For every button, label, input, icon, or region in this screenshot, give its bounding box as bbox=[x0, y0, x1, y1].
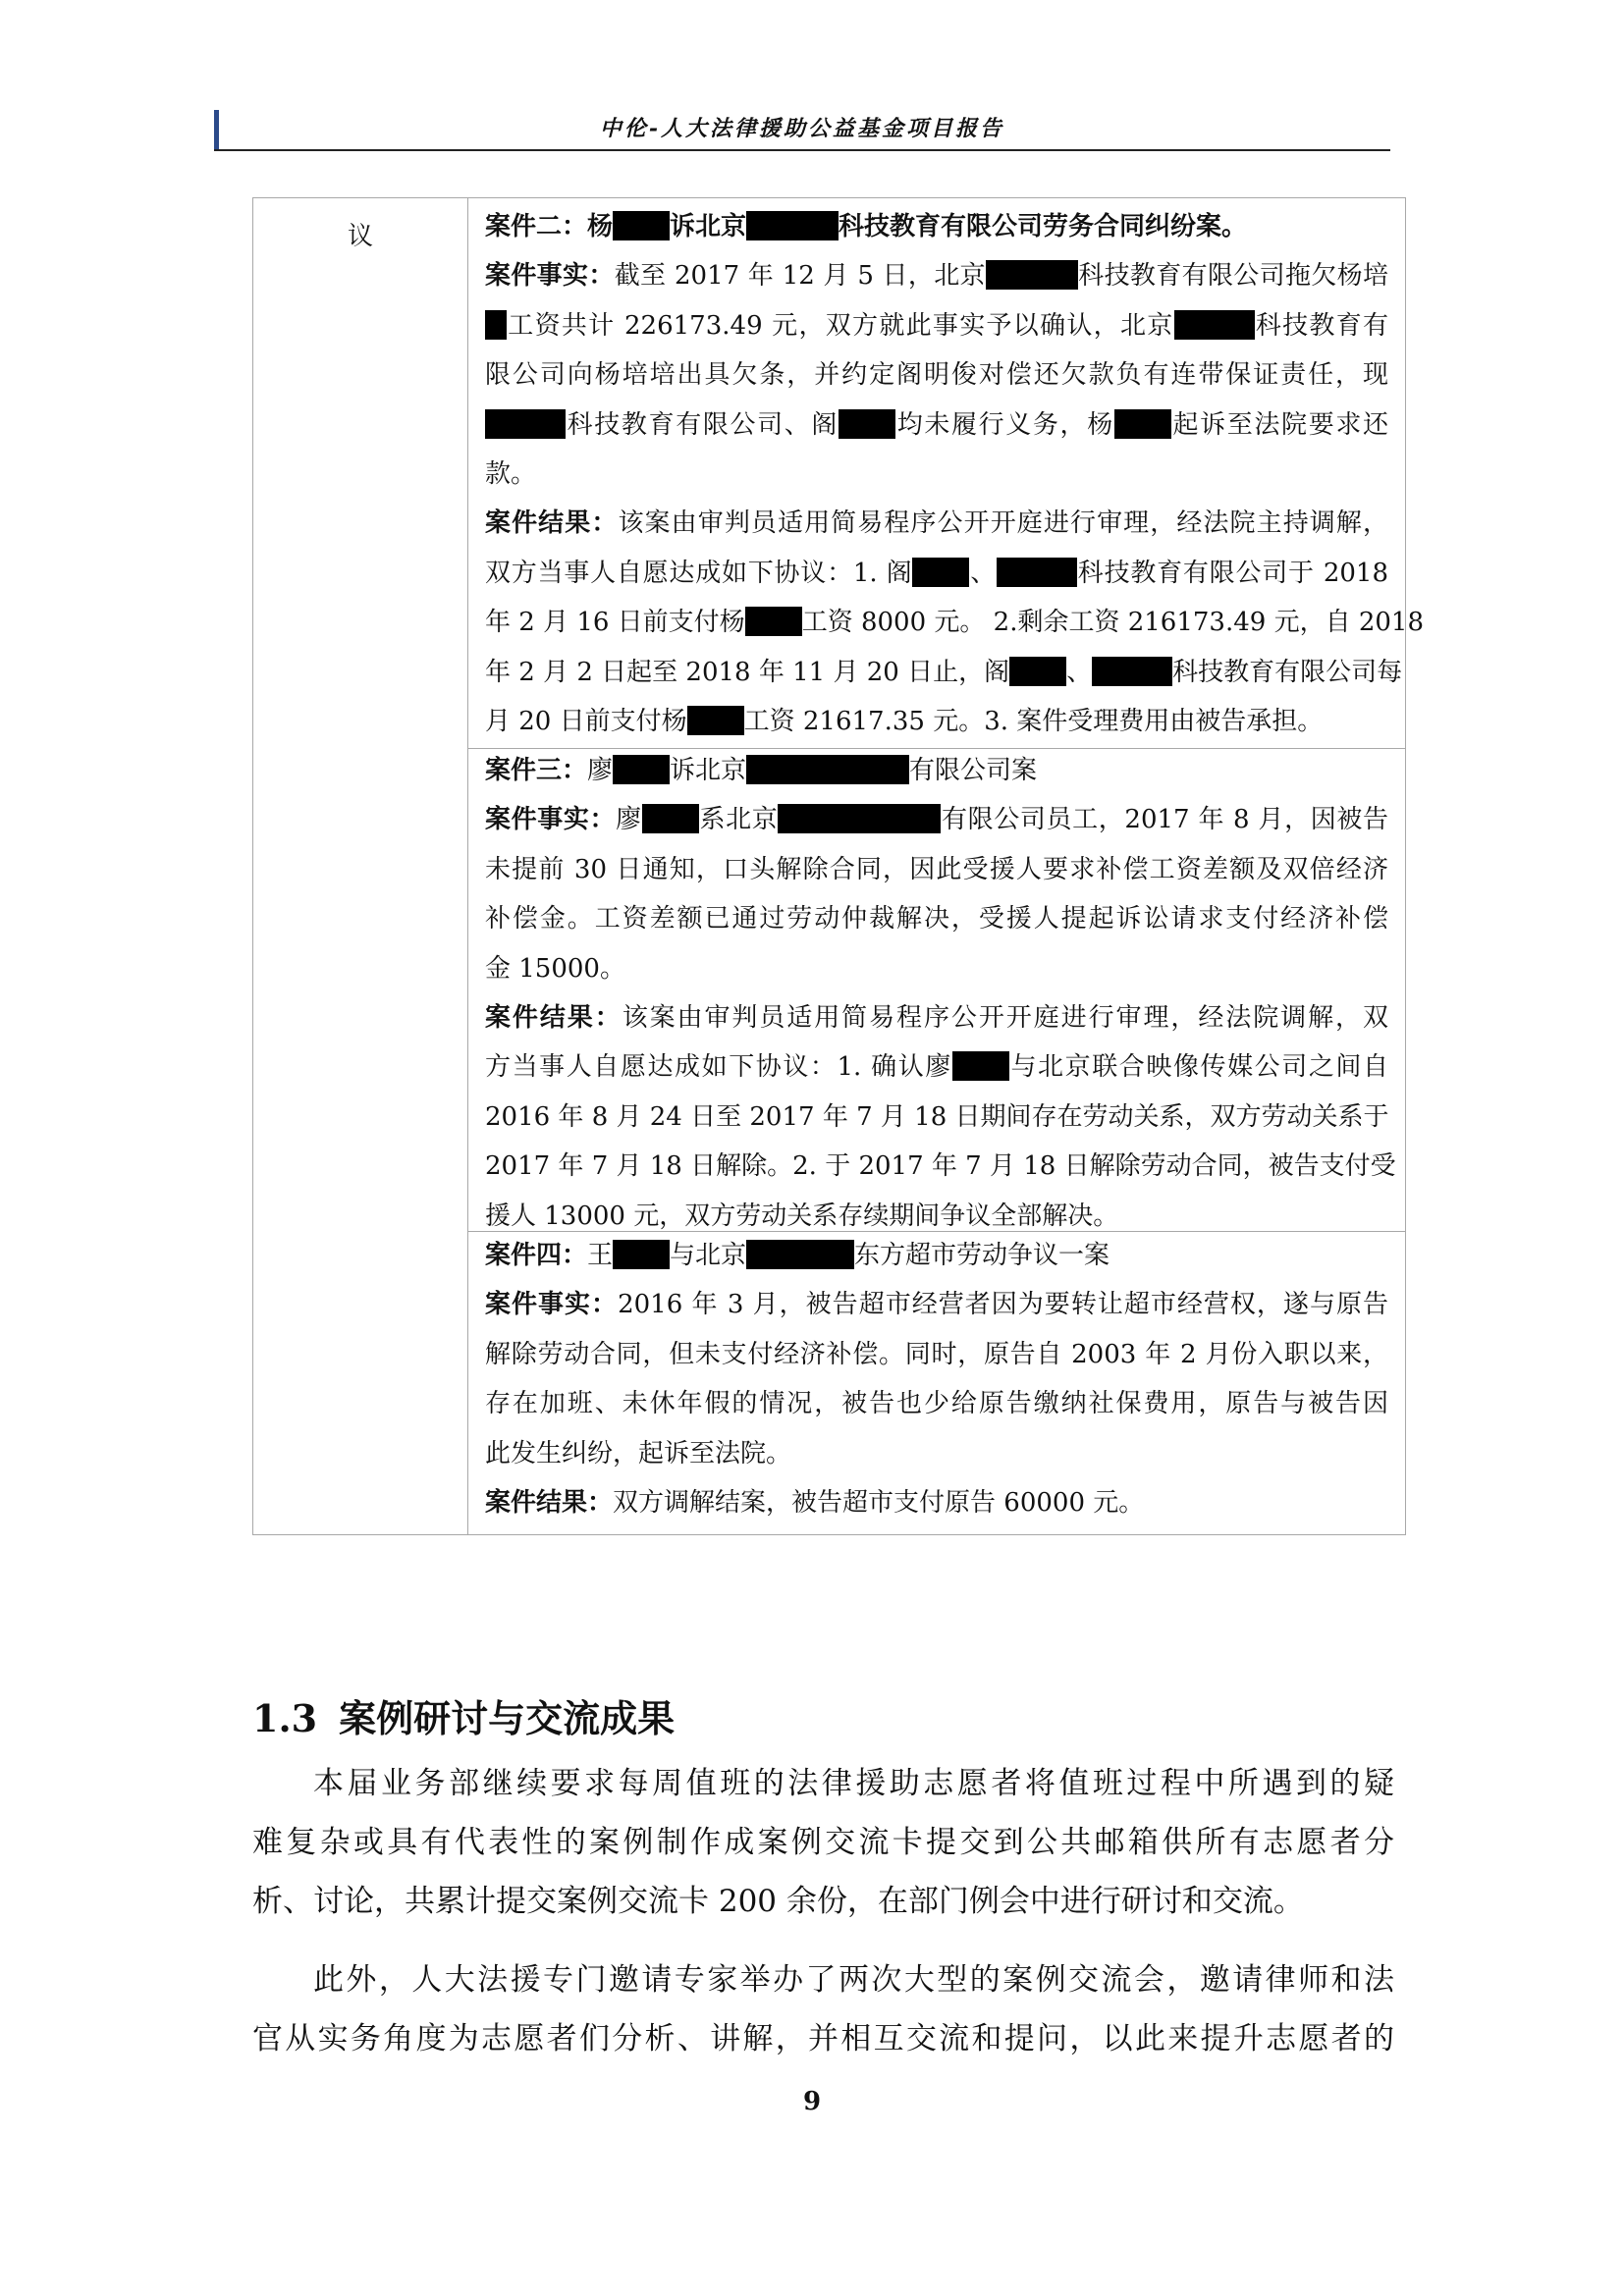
text: 工资共计 226173.49 元，双方就此事实予以确认，北京 bbox=[507, 310, 1174, 341]
text: 解除劳动合同，但未支付经济补偿。同时，原告自 2003 年 2 月份入职以来， bbox=[485, 1339, 1388, 1369]
case-result-line bbox=[485, 1093, 1388, 1142]
redaction-block bbox=[485, 409, 566, 439]
text: 王 bbox=[587, 1241, 614, 1270]
case-result-line bbox=[485, 993, 1388, 1042]
text: 均未履行义务，杨 bbox=[895, 409, 1114, 440]
text: 该案由审判员适用简易程序公开开庭进行审理，经法院主持调解， bbox=[618, 508, 1388, 539]
paragraph-line: 难复杂或具有代表性的案例制作成案例交流卡提交到公共邮箱供所有志愿者分 bbox=[252, 1825, 1394, 1860]
text: 与北京 bbox=[670, 1241, 747, 1270]
paragraph-one bbox=[252, 1754, 1394, 1931]
redaction-block bbox=[952, 1051, 1009, 1081]
redaction-block bbox=[613, 1240, 670, 1269]
redaction-block bbox=[746, 1240, 854, 1269]
redaction-block bbox=[485, 310, 507, 340]
text: 方当事人自愿达成如下协议：1. 确认廖 bbox=[485, 1052, 952, 1083]
text: 科技教育有限公司每 bbox=[1172, 657, 1403, 687]
redaction-block bbox=[839, 409, 895, 439]
header-rule bbox=[214, 149, 1390, 151]
redaction-block bbox=[1092, 657, 1172, 686]
text: 双方当事人自愿达成如下协议：1. 阁 bbox=[485, 558, 913, 588]
header-title: 中伦-人大法律援助公益基金项目报告 bbox=[599, 116, 1005, 141]
redaction-block bbox=[613, 755, 670, 784]
text: 科技教育有限公司、阁 bbox=[566, 409, 839, 440]
redaction-block bbox=[746, 755, 909, 784]
case-facts-line bbox=[485, 944, 1388, 993]
redaction-block bbox=[746, 211, 839, 240]
text: 、 bbox=[969, 558, 998, 588]
redaction-block bbox=[642, 804, 699, 833]
text: 2016 年 8 月 24 日至 2017 年 7 月 18 日期间存在劳动关系，双方劳动关系于 bbox=[485, 1101, 1389, 1132]
text: 科技教育有限公司于 2018 bbox=[1077, 558, 1388, 588]
case-four bbox=[485, 1231, 1388, 1527]
redaction-block bbox=[1009, 657, 1066, 686]
case-two-title bbox=[485, 202, 1388, 251]
text: 工资 21617.35 元。3. 案件受理费用由被告承担。 bbox=[743, 706, 1324, 736]
text: 有限公司员工，2017 年 8 月，因被告 bbox=[941, 805, 1388, 835]
text: 诉北京 bbox=[670, 756, 747, 785]
text: 未提前 30 日通知，口头解除合同，因此受援人要求补偿工资差额及双倍经济 bbox=[485, 854, 1388, 884]
text: 2017 年 7 月 18 日解除。2. 于 2017 年 7 月 18 日解除劳动合同，被告支付受 bbox=[485, 1151, 1396, 1182]
case-result-line bbox=[485, 697, 1388, 746]
case-four-title bbox=[485, 1231, 1388, 1280]
redaction-block bbox=[778, 804, 941, 833]
text: 与北京联合映像传媒公司之间自 bbox=[1008, 1052, 1388, 1083]
result-label: 案件结果： bbox=[485, 508, 619, 539]
case-result-line bbox=[485, 648, 1403, 697]
case-result-line bbox=[485, 1142, 1396, 1191]
case-title-part: 案件二：杨 bbox=[485, 212, 614, 241]
redaction-block bbox=[986, 260, 1078, 290]
text: 金 15000。 bbox=[485, 953, 625, 984]
facts-label: 案件事实： bbox=[485, 805, 617, 835]
text: 此发生纠纷，起诉至法院。 bbox=[485, 1438, 792, 1468]
text: 年 2 月 2 日起至 2018 年 11 月 20 日止，阁 bbox=[485, 657, 1010, 687]
text: 双方调解结案，被告超市支付原告 60000 元。 bbox=[613, 1487, 1145, 1518]
case-result-line bbox=[485, 549, 1388, 598]
redaction-block bbox=[997, 558, 1077, 587]
text: 该案由审判员适用简易程序公开开庭进行审理，经法院调解，双 bbox=[622, 1002, 1388, 1033]
paragraph-line: 官从实务角度为志愿者们分析、讲解，并相互交流和提问，以此来提升志愿者的 bbox=[252, 2021, 1394, 2056]
table-column-divider bbox=[467, 198, 468, 1534]
redaction-block bbox=[1114, 409, 1171, 439]
text: 补偿金。工资差额已通过劳动仲裁解决，受援人提起诉讼请求支付经济补偿 bbox=[485, 904, 1388, 934]
case-facts-line bbox=[485, 1280, 1388, 1329]
text: 、 bbox=[1066, 657, 1093, 687]
case-title-label: 案件四： bbox=[485, 1241, 588, 1270]
text: 存在加班、未休年假的情况，被告也少给原告缴纳社保费用，原告与被告因 bbox=[485, 1389, 1388, 1419]
text: 援人 13000 元，双方劳动关系存续期间争议全部解决。 bbox=[485, 1201, 1119, 1231]
case-facts-line bbox=[485, 845, 1388, 894]
text: 款。 bbox=[485, 458, 537, 489]
page-header bbox=[214, 110, 1390, 151]
facts-label: 案件事实： bbox=[485, 261, 615, 292]
text: 2016 年 3 月，被告超市经营者因为要转让超市经营权，遂与原告 bbox=[618, 1290, 1388, 1320]
text: 科技教育有限公司拖欠杨培 bbox=[1077, 261, 1388, 292]
text: 月 20 日前支付杨 bbox=[485, 706, 687, 736]
case-facts-line bbox=[485, 1379, 1388, 1428]
case-facts-line bbox=[485, 1330, 1388, 1379]
case-result-line bbox=[485, 598, 1425, 647]
case-facts-line bbox=[485, 400, 1388, 450]
section-heading bbox=[252, 1688, 675, 1742]
text: 廖 bbox=[587, 756, 614, 785]
section-number: 1.3 bbox=[252, 1696, 318, 1740]
left-cell-text: 议 bbox=[347, 222, 373, 251]
redaction-block bbox=[613, 211, 670, 240]
case-facts-line bbox=[485, 301, 1388, 350]
case-result-line bbox=[485, 499, 1388, 548]
case-result-line bbox=[485, 1478, 1388, 1527]
case-title-part: 诉北京 bbox=[670, 212, 747, 241]
paragraph-line: 本届业务部继续要求每周值班的法律援助志愿者将值班过程中所遇到的疑 bbox=[313, 1766, 1394, 1801]
redaction-block bbox=[745, 607, 802, 636]
page-number: 9 bbox=[802, 2087, 822, 2116]
text: 东方超市劳动争议一案 bbox=[854, 1241, 1110, 1270]
paragraph-two bbox=[252, 1950, 1394, 2068]
case-three-title bbox=[485, 746, 1388, 795]
text: 有限公司案 bbox=[909, 756, 1038, 785]
text: 系北京 bbox=[698, 805, 779, 835]
case-facts-line bbox=[485, 251, 1388, 300]
redaction-block bbox=[1174, 310, 1255, 340]
case-facts-line bbox=[485, 450, 1388, 499]
result-label: 案件结果： bbox=[485, 1487, 614, 1518]
text: 限公司向杨培培出具欠条，并约定阁明俊对偿还欠款负有连带保证责任，现 bbox=[485, 360, 1388, 391]
text: 科技教育有 bbox=[1254, 310, 1388, 341]
text: 起诉至法院要求还 bbox=[1170, 409, 1388, 440]
paragraph-line: 此外，人大法援专门邀请专家举办了两次大型的案例交流会，邀请律师和法 bbox=[313, 1962, 1394, 1998]
redaction-block bbox=[912, 558, 969, 587]
text: 年 2 月 16 日前支付杨 bbox=[485, 608, 745, 638]
text: 截至 2017 年 12 月 5 日，北京 bbox=[614, 261, 986, 292]
case-facts-line bbox=[485, 795, 1388, 844]
case-two bbox=[485, 202, 1425, 746]
text: 廖 bbox=[616, 805, 642, 835]
case-facts-line bbox=[485, 894, 1388, 943]
text: 工资 8000 元。 2.剩余工资 216173.49 元，自 2018 bbox=[801, 608, 1425, 638]
facts-label: 案件事实： bbox=[485, 1290, 619, 1320]
case-three bbox=[485, 746, 1396, 1241]
case-title-label: 案件三： bbox=[485, 756, 588, 785]
case-table bbox=[252, 197, 1425, 1535]
redaction-block bbox=[687, 706, 744, 735]
result-label: 案件结果： bbox=[485, 1002, 623, 1033]
case-facts-line bbox=[485, 350, 1388, 400]
case-result-line bbox=[485, 1042, 1388, 1092]
section-title: 案例研讨与交流成果 bbox=[339, 1696, 676, 1740]
case-facts-line bbox=[485, 1429, 1388, 1478]
case-title-part: 科技教育有限公司劳务合同纠纷案。 bbox=[839, 212, 1248, 241]
paragraph-line: 析、讨论，共累计提交案例交流卡 200 余份，在部门例会中进行研讨和交流。 bbox=[252, 1884, 1304, 1919]
